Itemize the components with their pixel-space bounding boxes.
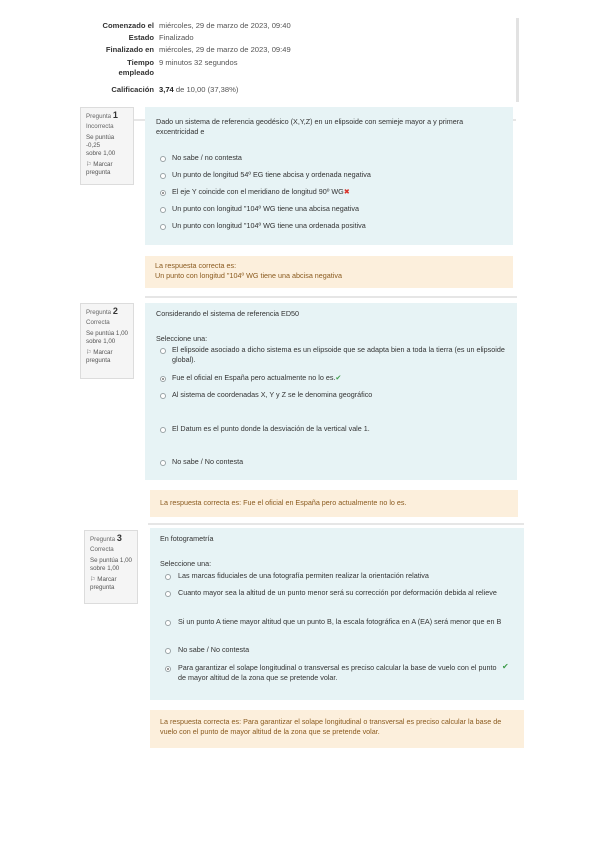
question-3-option-3-radio[interactable] [165, 620, 171, 626]
state-value: Finalizado [159, 33, 194, 42]
question-1-feedback-label: La respuesta correcta es: [155, 261, 237, 270]
question-3-score: Se puntúa 1,00 sobre 1,00 [90, 557, 132, 572]
question-1-option-4-radio[interactable] [160, 207, 166, 213]
question-1-feedback-answer: Un punto con longitud "104º WG tiene una abcisa negativa [155, 271, 342, 280]
question-2-feedback-answer: La respuesta correcta es: Fue el oficial en España pero actualmente no lo es. [160, 498, 407, 507]
question-2-option-2[interactable]: Fue el oficial en España pero actualmente no lo es.✔ [172, 373, 342, 382]
question-3-feedback [150, 710, 524, 748]
question-3-text: En fotogrametría [160, 534, 214, 543]
question-2-option-4[interactable]: El Datum es el punto donde la desviación de la vertical vale 1. [172, 424, 370, 433]
question-1-number: Pregunta 1 [86, 110, 118, 120]
question-1-option-2[interactable]: Un punto de longitud 54º EG tiene abcisa y ordenada negativa [172, 170, 371, 179]
question-3-option-3[interactable]: Si un punto A tiene mayor altitud que un punto B, la escala fotográfica en A (EA) será menor que en B [178, 617, 502, 626]
question-2-option-1[interactable]: El elipsoide asociado a dicho sistema es un elipsoide que se adapta bien a toda la tierra (es un elipsoide global). [172, 345, 505, 364]
question-3-prompt: Seleccione una: [160, 559, 212, 568]
attempt-summary [80, 18, 519, 102]
question-1-option-1-radio[interactable] [160, 156, 166, 162]
question-1-option-1[interactable]: No sabe / no contesta [172, 153, 242, 162]
question-3-option-5-radio[interactable] [165, 666, 171, 672]
finished-label: Finalizado en [105, 45, 154, 54]
question-3-option-5[interactable]: Para garantizar el solape longitudinal o transversal es preciso calcular la base de vuelo con el punto de mayor altitud de la zona que se pretende volar. [178, 663, 497, 682]
time-label-line2: empleado [118, 68, 154, 77]
correct-icon: ✔ [502, 662, 509, 671]
grade-score: 3,74 [159, 85, 174, 94]
question-2-info [80, 303, 134, 379]
question-2-option-2-radio[interactable] [160, 376, 166, 382]
question-3-option-1-radio[interactable] [165, 574, 171, 580]
flag-icon: ⚐ [90, 576, 96, 583]
finished-value: miércoles, 29 de marzo de 2023, 09:49 [159, 45, 291, 54]
question-1-option-3-radio[interactable] [160, 190, 166, 196]
question-3-feedback-answer: La respuesta correcta es: Para garantizar el solape longitudinal o transversal es preciso calcular la base de vuelo con el punto de mayor altitud de la zona que se pretende volar. [160, 717, 502, 736]
question-2-option-5-radio[interactable] [160, 460, 166, 466]
started-label: Comenzado el [102, 21, 154, 30]
question-1-info [80, 107, 134, 185]
question-2-option-3-radio[interactable] [160, 393, 166, 399]
time-label-line1: Tiempo [127, 58, 154, 67]
question-2-content [145, 303, 517, 480]
question-2-text: Considerando el sistema de referencia ED50 [156, 309, 300, 318]
question-2-flag[interactable]: ⚐ Marcar pregunta [86, 349, 113, 364]
flag-icon: ⚐ [86, 349, 92, 356]
question-3-info [84, 530, 138, 604]
question-1-option-2-radio[interactable] [160, 173, 166, 179]
question-1-option-5[interactable]: Un punto con longitud "104º WG tiene una ordenada positiva [172, 221, 366, 230]
question-3-option-2[interactable]: Cuanto mayor sea la altitud de un punto menor será su corrección por deformación debida al relieve [178, 588, 497, 597]
question-2-option-4-radio[interactable] [160, 427, 166, 433]
question-3-flag[interactable]: ⚐ Marcar pregunta [90, 576, 117, 591]
question-1-content [145, 107, 513, 245]
question-1-text: Dado un sistema de referencia geodésico (X,Y,Z) en un elipsoide con semieje mayor a y primera excentricidad e [156, 117, 464, 136]
incorrect-icon: ✖ [343, 187, 350, 196]
correct-icon: ✔ [335, 373, 342, 382]
question-1-state: Incorrecta [86, 123, 114, 130]
question-1-option-4[interactable]: Un punto con longitud "104º WG tiene una abcisa negativa [172, 204, 359, 213]
flag-icon: ⚐ [86, 161, 92, 168]
question-2-option-5[interactable]: No sabe / No contesta [172, 457, 244, 466]
question-3-option-1[interactable]: Las marcas fiduciales de una fotografía permiten realizar la orientación relativa [178, 571, 429, 580]
question-1-feedback [145, 256, 513, 288]
question-2-number: Pregunta 2 [86, 306, 118, 316]
started-value: miércoles, 29 de marzo de 2023, 09:40 [159, 21, 291, 30]
question-2-state: Correcta [86, 319, 110, 326]
question-2-prompt: Seleccione una: [156, 334, 208, 343]
time-value: 9 minutos 32 segundos [159, 58, 238, 67]
question-separator [148, 523, 524, 525]
state-label: Estado [128, 33, 154, 42]
question-1-score: Se puntúa -0,25 sobre 1,00 [86, 134, 116, 157]
question-1-flag[interactable]: ⚐ Marcar pregunta [86, 161, 113, 176]
grade-detail: de 10,00 (37,38%) [175, 85, 239, 94]
question-3-option-2-radio[interactable] [165, 591, 171, 597]
question-1-option-5-radio[interactable] [160, 224, 166, 230]
question-2-score: Se puntúa 1,00 sobre 1,00 [86, 330, 128, 345]
question-separator [145, 296, 517, 298]
question-3-option-4[interactable]: No sabe / No contesta [178, 645, 250, 654]
question-3-option-4-radio[interactable] [165, 648, 171, 654]
question-2-option-1-radio[interactable] [160, 348, 166, 354]
question-3-content [150, 528, 524, 700]
question-2-option-3[interactable]: Al sistema de coordenadas X, Y y Z se le denomina geográfico [172, 390, 373, 399]
time-label [80, 58, 154, 78]
question-2-feedback [150, 490, 518, 517]
grade-label: Calificación [111, 85, 154, 94]
grade-value [159, 85, 238, 95]
question-3-number: Pregunta 3 [90, 533, 122, 543]
question-1-option-3[interactable]: El eje Y coincide con el meridiano de longitud 90º WG✖ [172, 187, 350, 196]
question-3-state: Correcta [90, 546, 114, 553]
